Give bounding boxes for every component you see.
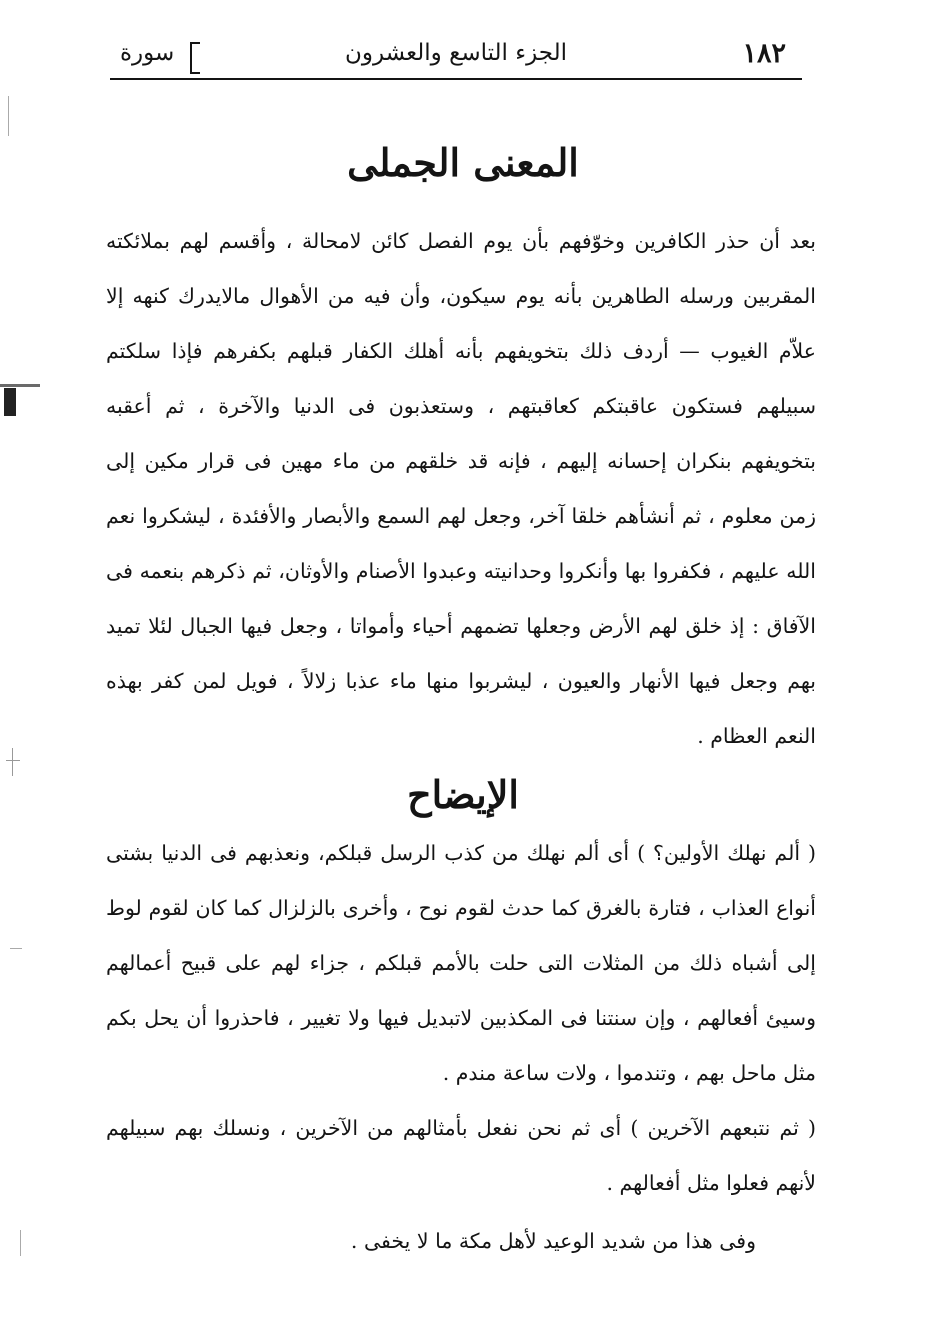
surah-label: سورة [120, 40, 175, 66]
explanation-paragraph-3: وفى هذا من شديد الوعيد لأهل مكة ما لا يخفى . [350, 1229, 756, 1253]
section-heading-summary: المعنى الجملى [347, 140, 579, 185]
section-heading-explanation: الإيضاح [407, 772, 519, 817]
explanation-paragraph-2: ( ثم نتبعهم الآخرين ) أى ثم نحن نفعل بأمثالهم من الآخرين ، ونسلك بهم سبيلهم لأنهم فعلوا مثل أفعالهم . [106, 1116, 816, 1195]
explanation-paragraph-1: ( ألم نهلك الأولين؟ ) أى ألم نهلك من كذب الرسل قبلكم، ونعذبهم فى الدنيا بشتى أنواع العذاب ، فتارة بالغرق كما حدث لقوم نوح ، وأخرى بالزلزال كما كان لقوم لوط إلى أشباه ذلك من المثلات التى حلت بالأمم قبلكم ، جزاء لهم على قبيح أعمالهم وسيئ أفعالهم ، وإن سنتنا فى المكذبين لاتبديل فيها ولا تغيير ، فاحذروا أن يحل بكم مثل ماحل بهم ، وتندموا ، ولات ساعة مندم . [106, 841, 816, 1085]
summary-text [106, 214, 816, 764]
running-header [110, 36, 802, 80]
scan-mark [0, 384, 40, 387]
header-rule [110, 78, 802, 80]
surah-bracket [190, 42, 200, 74]
scan-mark [10, 948, 22, 949]
scan-mark [12, 748, 13, 776]
explanation-text [106, 826, 816, 1269]
page-number: ١٨٢ [742, 38, 786, 69]
part-title: الجزء التاسع والعشرون [344, 40, 568, 66]
scan-mark [4, 388, 16, 416]
summary-paragraph: بعد أن حذر الكافرين وخوّفهم بأن يوم الفصل كائن لامحالة ، وأقسم لهم بملائكته المقربين ورسله الطاهرين بأنه يوم سيكون، وأن فيه من الأهوال مالايدرك كنهه إلا علاّم الغيوب — أردف ذلك بتخويفهم بأنه أهلك الكفار قبلهم بكفرهم فإذا سلكتم سبيلهم فستكون عاقبتكم كعاقبتهم ، وستعذبون فى الدنيا والآخرة ، ثم أعقبه بتخويفهم بنكران إحسانه إليهم ، فإنه قد خلقهم من ماء مهين فى قرار مكين إلى زمن معلوم ، ثم أنشأهم خلقا آخر، وجعل لهم السمع والأبصار والأفئدة ، ليشكروا نعم الله عليهم ، فكفروا بها وأنكروا وحدانيته وعبدوا الأصنام والأوثان، ثم ذكرهم بنعمه فى الآفاق : إذ خلق لهم الأرض وجعلها تضمهم أحياء وأمواتا ، وجعل فيها الجبال لئلا تميد بهم وجعل فيها الأنهار والعيون ، ليشربوا منها ماء عذبا زلالاً ، فويل لمن كفر بهذه النعم العظام . [106, 229, 816, 748]
scan-mark [20, 1230, 21, 1256]
scan-mark [8, 96, 9, 136]
scan-mark [6, 760, 20, 761]
